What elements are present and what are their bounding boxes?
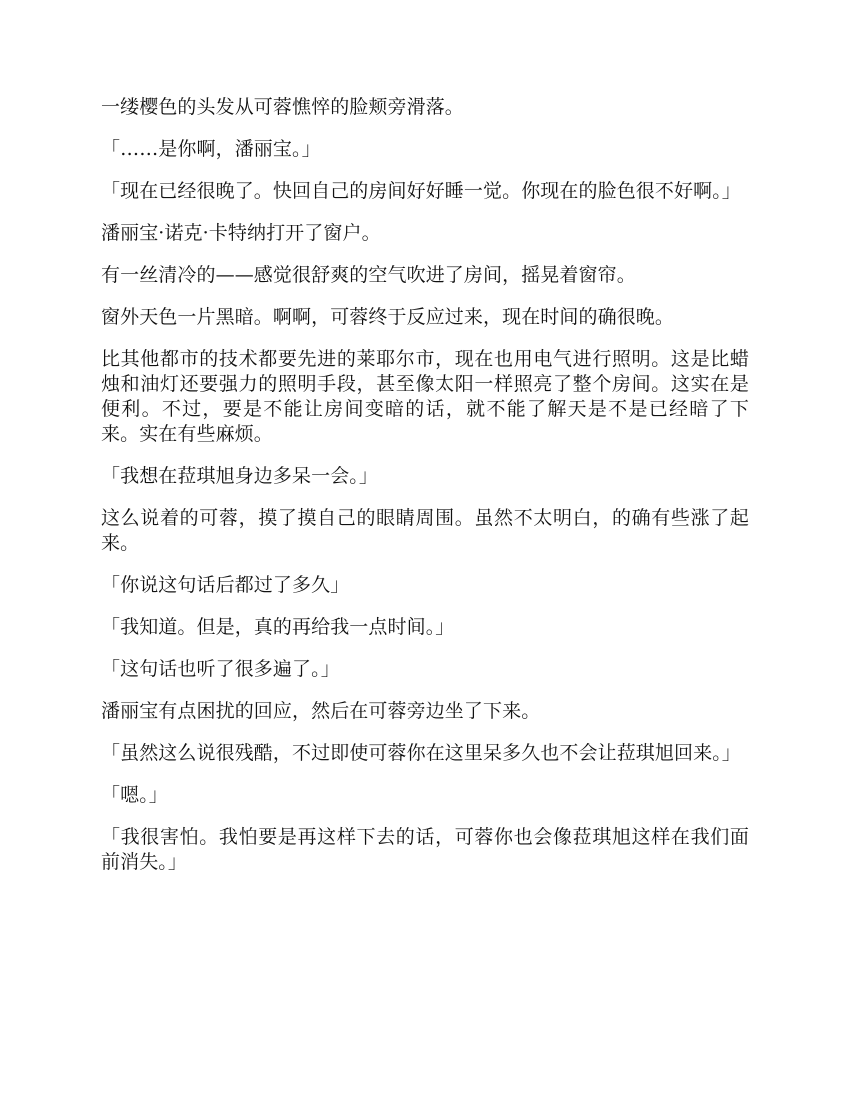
paragraph: 「你说这句话后都过了多久」 (101, 574, 350, 596)
paragraph: 「……是你啊，潘丽宝。」 (101, 138, 321, 160)
paragraph: 有一丝清冷的——感觉很舒爽的空气吹进了房间，摇晃着窗帘。 (101, 264, 636, 286)
paragraph: 潘丽宝有点困扰的回应，然后在可蓉旁边坐了下来。 (101, 700, 541, 722)
paragraph: 「虽然这么说很残酷，不过即使可蓉你在这里呆多久也不会让菈琪旭回来。」 (101, 742, 741, 764)
paragraph: 「这句话也听了很多遍了。」 (101, 658, 340, 680)
paragraph: 比其他都市的技术都要先进的莱耶尔市，现在也用电气进行照明。这是比蜡烛和油灯还要强力的照明手段，甚至像太阳一样照亮了整个房间。这实在是便利。不过，要是不能让房间变暗的话，就不能了解天是不是已经暗了下来。实在有些麻烦。 (101, 348, 749, 445)
document-body (101, 95, 749, 892)
paragraph: 「我想在菈琪旭身边多呆一会。」 (101, 465, 379, 487)
paragraph: 「我很害怕。我怕要是再这样下去的话，可蓉你也会像菈琪旭这样在我们面前消失。」 (101, 826, 749, 873)
paragraph: 这么说着的可蓉，摸了摸自己的眼睛周围。虽然不太明白，的确有些涨了起来。 (101, 507, 749, 554)
paragraph: 「嗯。」 (101, 784, 168, 806)
paragraph: 潘丽宝·诺克·卡特纳打开了窗户。 (101, 222, 381, 244)
paragraph: 一缕樱色的头发从可蓉憔悴的脸颊旁滑落。 (101, 96, 464, 118)
paragraph: 「现在已经很晚了。快回自己的房间好好睡一觉。你现在的脸色很不好啊。」 (101, 180, 741, 202)
paragraph: 窗外天色一片黑暗。啊啊，可蓉终于反应过来，现在时间的确很晚。 (101, 306, 675, 328)
paragraph: 「我知道。但是，真的再给我一点时间。」 (101, 616, 455, 638)
